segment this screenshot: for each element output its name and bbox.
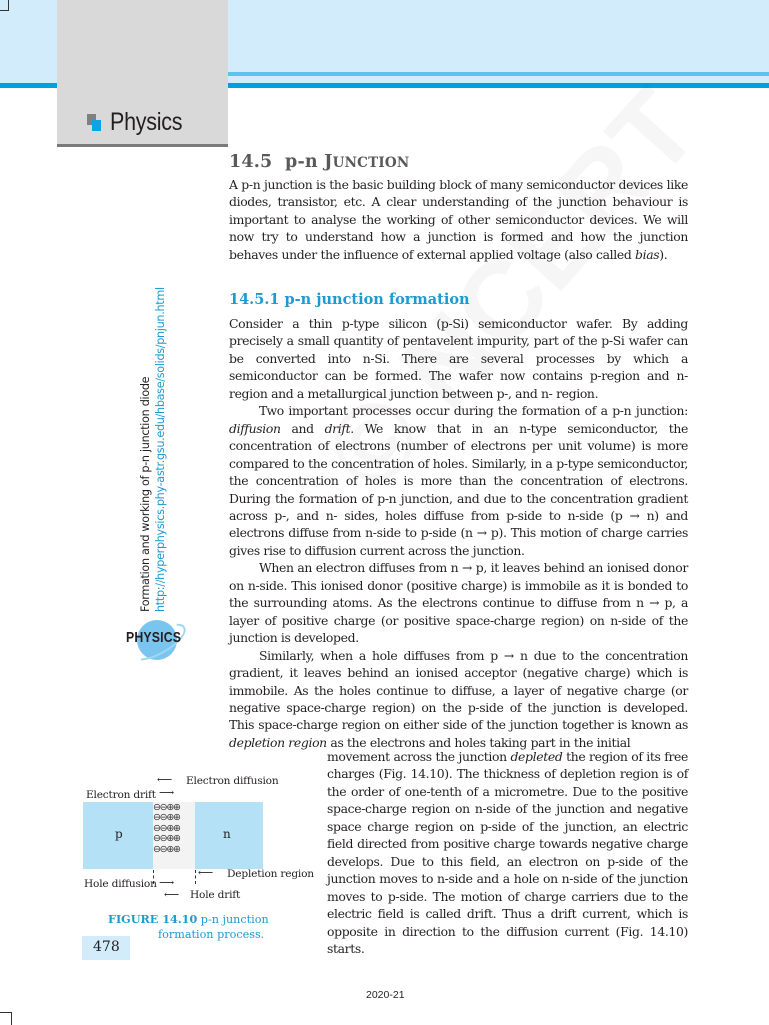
p2-text-c: . We know that in an n-type semiconductor, the concentration of electrons (number of electrons per unit volume) is more compared to the concentration of holes. Similarly, in a p-type semiconductor, the concentration of holes is more than the concentration of electrons. During the formation of p-n junction, and due to the concentration gradient across p-, and n- sides, holes diffuse from p-side to n-side (p → n) and electrons diffuse from n-side to p-side (n → p). This motion of charge carries gives rise to diffusion current across the junction.: [229, 420, 688, 558]
p5-italic-depleted: depleted: [510, 749, 563, 764]
intro-paragraph: [229, 176, 688, 263]
paragraph-3: When an electron diffuses from n → p, it leaves behind an ionised donor on n-side. This ionised donor (positive charge) is immobile as it is bonded to the surrounding atoms. As the electrons continue to diffuse from n → p, a layer of positive charge (or positive space-charge region) on n-side of the junction is developed.: [229, 560, 688, 646]
p5-text-a: movement across the junction: [327, 749, 511, 764]
charge-row: ⊖⊖⊕⊕: [153, 822, 180, 834]
charge-row: ⊖⊖⊕⊕: [153, 833, 180, 845]
subject-title: Physics: [110, 108, 183, 136]
margin-note-link[interactable]: http://hyperphysics.phy-astr.gsu.edu/hbase/solids/pnjun.html: [154, 287, 167, 612]
section-title-prefix: p-n: [285, 152, 325, 172]
section-title-initial: J: [324, 152, 333, 172]
figure-caption-line1: p-n junction: [197, 913, 269, 926]
figure-caption-label: FIGURE 14.10: [108, 912, 198, 926]
intro-text: A p-n junction is the basic building block of many semiconductor devices like diodes, transistor, etc. A clear understanding of the junction behaviour is important to analyse the working of other semiconductor devices. We will now try to understand how a junction is formed and how the junction behaves under the influence of external applied voltage (also called: [229, 177, 688, 262]
charge-layer: [153, 803, 195, 855]
label-depletion-region: Depletion region: [227, 868, 314, 880]
charge-row: ⊖⊖⊕⊕: [153, 802, 180, 813]
charge-row: ⊖⊖⊕⊕: [153, 843, 180, 855]
p4-text-a: Similarly, when a hole diffuses from p → n due to the concentration gradient, it leaves behind an ionised acceptor (negative charge) which is immobile. As the holes continue to diffuse, a layer of negative charge (or negative space-charge region) on the p-side of the junction is developed. This space-charge region on either side of the junction together is known as: [229, 647, 688, 733]
paragraph-5: [327, 748, 688, 957]
p4-text-b: as the electrons and holes taking part in the initial: [326, 734, 631, 750]
paragraph-1: Consider a thin p-type silicon (p-Si) semiconductor wafer. By adding precisely a small quantity of pentavelent impurity, part of the p-Si wafer can be converted into n-Si. There are several processes by which a semiconductor can be formed. The wafer now contains p-region and n-region and a metallurgical junction between p-, and n- region.: [229, 316, 688, 401]
p2-text-b: and: [280, 420, 325, 436]
subject-logo-icon-accent: [92, 120, 101, 131]
p2-italic-diffusion: diffusion: [229, 420, 281, 436]
section-title-rest: UNCTION: [332, 155, 410, 171]
crop-mark-top-left: [0, 0, 9, 11]
p2-text-a: Two important processes occur during the formation of a p-n junction:: [259, 403, 688, 419]
header-rule-thin: [228, 72, 769, 76]
boundary-dash-right: [195, 870, 196, 884]
subsection-body: [229, 315, 688, 751]
physics-logo-text: PHYSICS: [126, 629, 182, 646]
label-electron-diffusion: Electron diffusion: [186, 775, 279, 787]
figure-caption: [108, 912, 308, 942]
label-p: p: [115, 827, 123, 841]
label-hole-drift: Hole drift: [190, 889, 241, 901]
footer-year: 2020-21: [366, 989, 405, 1001]
p4-italic-depletion: depletion region: [229, 734, 327, 750]
subsection-heading: 14.5.1 p-n junction formation: [229, 291, 470, 308]
label-hole-diffusion: Hole diffusion: [84, 878, 157, 890]
page-number: 478: [93, 939, 120, 955]
margin-note-title: Formation and working of p-n junction diode: [139, 376, 152, 612]
intro-italic-bias: bias: [635, 246, 660, 262]
p5-text-b: the region of its free charges (Fig. 14.10). The thickness of depletion region is of the order of one-tenth of a micrometre. Due to the positive space-charge region on n-side of the junction and negative space charge region on p-side of the junction, an electric field directed from positive charge towards negative charge develops. Due to this field, an electron on p-side of the junction moves to n-side and a hole on n-side of the junction moves to p-side. The motion of charge carriers due to the electric field is called drift. Thus a drift current, which is opposite in direction to the diffusion current (Fig. 14.10) starts.: [327, 749, 688, 956]
arrow-left-icon: ⟵: [157, 774, 172, 786]
arrow-right-icon: ⟶: [159, 877, 174, 889]
arrow-left-icon: ⟵: [198, 867, 213, 879]
paragraph-4: [229, 647, 688, 752]
p2-italic-drift: drift: [324, 420, 351, 436]
section-heading: [229, 152, 409, 172]
figure-pn-junction: [82, 772, 322, 902]
section-number: 14.5: [229, 152, 273, 172]
arrow-left-icon: ⟵: [164, 889, 179, 901]
arrow-right-icon: ⟶: [159, 787, 174, 799]
paragraph-2: [229, 402, 688, 559]
label-electron-drift: Electron drift: [86, 789, 156, 801]
label-n: n: [223, 827, 231, 841]
crop-mark-bottom-left: [0, 1012, 12, 1025]
intro-text-end: ).: [659, 246, 668, 262]
margin-note: [138, 272, 188, 612]
figure-caption-line2: formation process.: [158, 928, 265, 941]
charge-row: ⊖⊖⊕⊕: [153, 812, 180, 824]
physics-logo: [123, 620, 193, 664]
